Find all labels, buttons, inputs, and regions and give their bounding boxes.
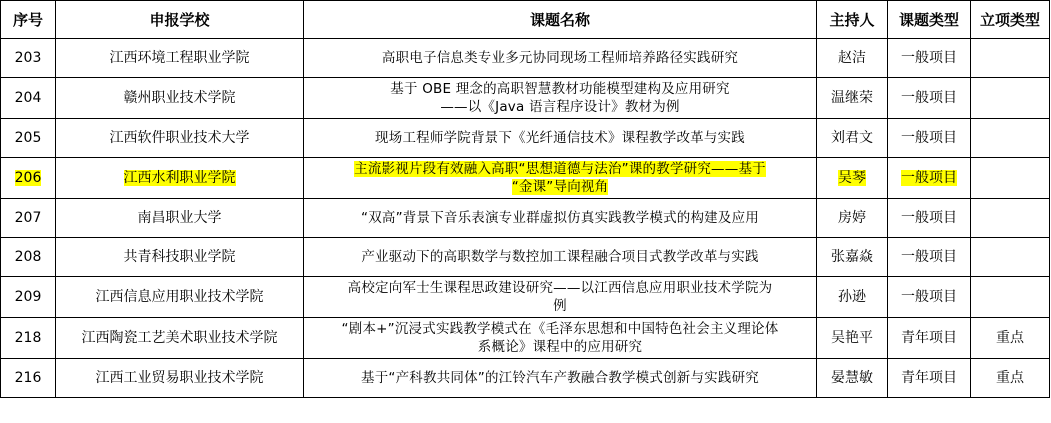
cell-level — [971, 277, 1050, 318]
cell-seq-text: 205 — [14, 130, 42, 146]
cell-school — [56, 199, 304, 238]
cell-host — [817, 158, 888, 199]
table-row — [1, 119, 1050, 158]
cell-seq — [1, 78, 56, 119]
cell-topic — [304, 158, 817, 199]
cell-type — [888, 277, 971, 318]
cell-topic — [304, 119, 817, 158]
cell-host — [817, 238, 888, 277]
cell-topic — [304, 39, 817, 78]
cell-host-text: 晏慧敏 — [831, 370, 873, 386]
cell-host-text: 吴琴 — [838, 170, 866, 186]
cell-level — [971, 119, 1050, 158]
cell-school-text: 江西陶瓷工艺美术职业技术学院 — [81, 330, 278, 346]
cell-type-text: 一般项目 — [901, 130, 957, 146]
cell-seq-text: 209 — [14, 289, 42, 305]
cell-level — [971, 318, 1050, 359]
cell-host-text: 赵洁 — [838, 50, 866, 66]
cell-type-text: 一般项目 — [901, 90, 957, 106]
cell-type-text: 一般项目 — [901, 249, 957, 265]
cell-seq-text: 203 — [14, 50, 42, 66]
cell-seq-text: 218 — [14, 330, 42, 346]
header-school: 申报学校 — [56, 1, 304, 39]
topic-line: 基于“产科教共同体”的江铃汽车产教融合教学模式创新与实践研究 — [361, 370, 759, 386]
table-row — [1, 359, 1050, 398]
cell-seq-text: 207 — [14, 210, 42, 226]
cell-type-text: 青年项目 — [901, 370, 957, 386]
cell-school-text: 赣州职业技术学院 — [123, 90, 236, 106]
topic-line: 主流影视片段有效融入高职“思想道德与法治”课的教学研究——基于 — [354, 161, 766, 177]
cell-level — [971, 238, 1050, 277]
cell-host-text: 张嘉焱 — [831, 249, 873, 265]
cell-host-text: 孙逊 — [838, 289, 866, 305]
cell-seq — [1, 199, 56, 238]
cell-type — [888, 39, 971, 78]
cell-school-text: 江西水利职业学院 — [123, 170, 236, 186]
topic-line: ——以《Java 语言程序设计》教材为例 — [440, 99, 680, 115]
cell-level — [971, 158, 1050, 199]
cell-school — [56, 39, 304, 78]
cell-type — [888, 78, 971, 119]
cell-type-text: 一般项目 — [901, 50, 957, 66]
cell-host — [817, 318, 888, 359]
cell-school — [56, 318, 304, 359]
topic-line: “金课”导向视角 — [511, 179, 609, 195]
cell-host-text: 刘君文 — [831, 130, 873, 146]
cell-seq-text: 216 — [14, 370, 42, 386]
cell-school — [56, 277, 304, 318]
cell-host-text: 房婷 — [838, 210, 866, 226]
topic-line: 产业驱动下的高职数学与数控加工课程融合项目式教学改革与实践 — [361, 249, 759, 265]
header-row — [1, 1, 1050, 39]
cell-host — [817, 359, 888, 398]
cell-type-text: 一般项目 — [901, 170, 957, 186]
cell-type — [888, 119, 971, 158]
topic-line: 例 — [553, 298, 567, 314]
cell-type — [888, 238, 971, 277]
cell-seq — [1, 158, 56, 199]
cell-topic — [304, 78, 817, 119]
table-row — [1, 78, 1050, 119]
table-row — [1, 238, 1050, 277]
topic-line: 高职电子信息类专业多元协同现场工程师培养路径实践研究 — [381, 50, 739, 66]
cell-school — [56, 119, 304, 158]
cell-host — [817, 199, 888, 238]
table-row — [1, 318, 1050, 359]
cell-level — [971, 199, 1050, 238]
topic-line: “双高”背景下音乐表演专业群虚拟仿真实践教学模式的构建及应用 — [361, 210, 759, 226]
cell-host — [817, 119, 888, 158]
table-row — [1, 39, 1050, 78]
cell-seq — [1, 238, 56, 277]
cell-level — [971, 39, 1050, 78]
cell-seq-text: 208 — [14, 249, 42, 265]
header-level: 立项类型 — [971, 1, 1050, 39]
cell-host — [817, 78, 888, 119]
cell-school — [56, 359, 304, 398]
table-body — [1, 39, 1050, 398]
cell-host — [817, 39, 888, 78]
cell-topic — [304, 277, 817, 318]
cell-topic — [304, 359, 817, 398]
cell-type-text: 一般项目 — [901, 210, 957, 226]
cell-school — [56, 238, 304, 277]
cell-seq-text: 204 — [14, 90, 42, 106]
header-topic: 课题名称 — [304, 1, 817, 39]
cell-school — [56, 158, 304, 199]
cell-school-text: 江西软件职业技术大学 — [109, 130, 250, 146]
topic-line: 系概论》课程中的应用研究 — [477, 339, 643, 355]
cell-school-text: 江西工业贸易职业技术学院 — [95, 370, 264, 386]
cell-school-text: 江西环境工程职业学院 — [109, 50, 250, 66]
cell-level-text: 重点 — [996, 330, 1024, 346]
cell-level-text: 重点 — [996, 370, 1024, 386]
cell-school-text: 共青科技职业学院 — [123, 249, 236, 265]
cell-seq — [1, 359, 56, 398]
cell-topic — [304, 238, 817, 277]
cell-host-text: 吴艳平 — [831, 330, 873, 346]
cell-host — [817, 277, 888, 318]
cell-topic — [304, 199, 817, 238]
topic-line: 现场工程师学院背景下《光纤通信技术》课程教学改革与实践 — [375, 130, 745, 146]
cell-seq — [1, 277, 56, 318]
cell-type — [888, 199, 971, 238]
topic-line: “剧本+”沉浸式实践教学模式在《毛泽东思想和中国特色社会主义理论体 — [341, 321, 779, 337]
cell-seq-text: 206 — [14, 170, 42, 186]
table-row — [1, 158, 1050, 199]
cell-seq — [1, 119, 56, 158]
header-host: 主持人 — [817, 1, 888, 39]
cell-seq — [1, 39, 56, 78]
cell-level — [971, 78, 1050, 119]
cell-school-text: 江西信息应用职业技术学院 — [95, 289, 264, 305]
cell-type — [888, 359, 971, 398]
cell-topic — [304, 318, 817, 359]
table-row — [1, 277, 1050, 318]
cell-level — [971, 359, 1050, 398]
cell-school — [56, 78, 304, 119]
topic-line: 基于 OBE 理念的高职智慧教材功能模型建构及应用研究 — [390, 81, 730, 97]
cell-type-text: 青年项目 — [901, 330, 957, 346]
cell-school-text: 南昌职业大学 — [137, 210, 222, 226]
cell-host-text: 温继荣 — [831, 90, 873, 106]
cell-type — [888, 318, 971, 359]
cell-seq — [1, 318, 56, 359]
topic-line: 高校定向军士生课程思政建设研究——以江西信息应用职业技术学院为 — [347, 280, 773, 296]
cell-type — [888, 158, 971, 199]
table-row — [1, 199, 1050, 238]
cell-type-text: 一般项目 — [901, 289, 957, 305]
header-type: 课题类型 — [888, 1, 971, 39]
header-seq: 序号 — [1, 1, 56, 39]
